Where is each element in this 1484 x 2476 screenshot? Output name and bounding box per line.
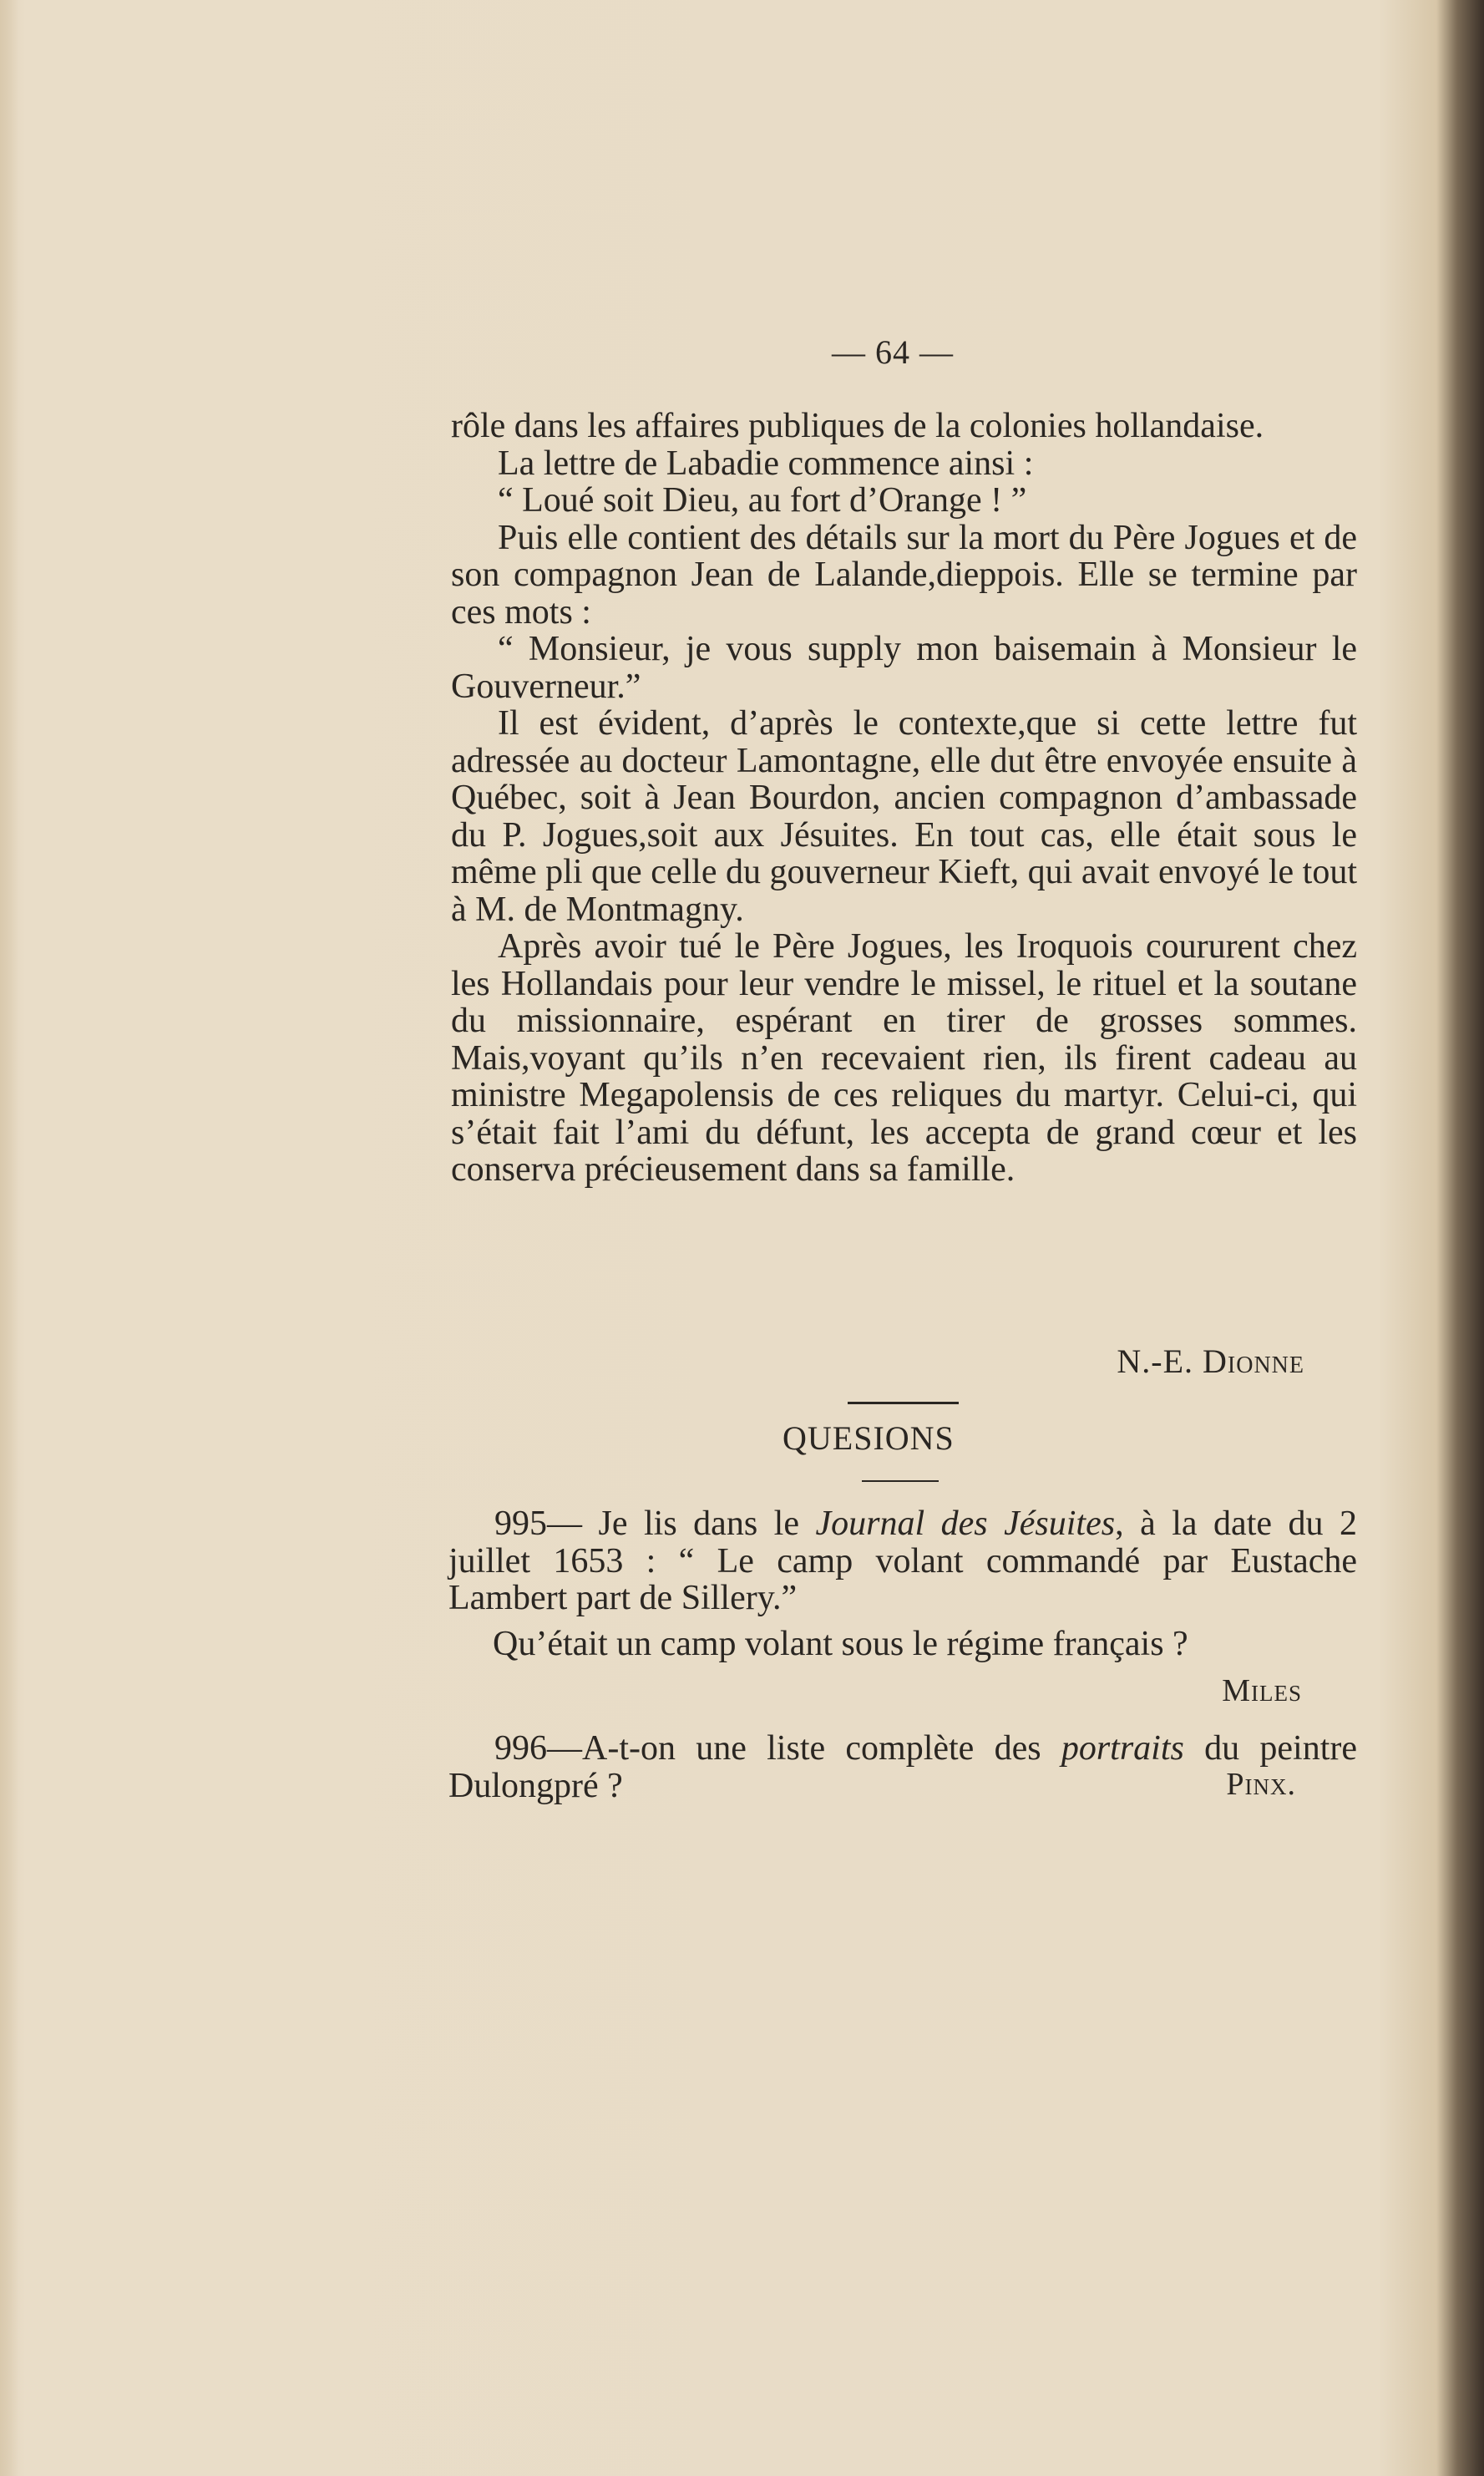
page-left-edge	[0, 0, 18, 2476]
article-paragraph: La lettre de Labadie commence ainsi :	[498, 444, 1034, 483]
question-number: 996	[494, 1729, 547, 1768]
question-text: — Je lis dans le	[547, 1504, 816, 1543]
question-995	[448, 1505, 1357, 1617]
article-paragraph: rôle dans les affaires publiques de la colonies hollandaise.	[451, 407, 1264, 445]
question-995-text	[448, 1505, 1357, 1617]
section-title-underline	[862, 1480, 939, 1482]
question-995-query: Qu’était un camp volant sous le régime français ?	[493, 1625, 1188, 1663]
article-paragraph: Il est évident, d’après le contexte,que si cette lettre fut adressée au docteur Lamontagne, elle dut être envoyée ensuite à Québec, soit à Jean Bourdon, ancien compagnon d’ambassade du P. Jogues,soit aux Jésuites. En tout cas, elle était sous le même pli que celle du gouverneur Kieft, qui avait envoyé le tout à M. de Montmagny.	[451, 704, 1357, 929]
question-996-text	[448, 1730, 1357, 1804]
question-text: —A-t-on une liste complète des	[547, 1729, 1061, 1768]
question-996-author: Pinx.	[1226, 1767, 1296, 1802]
question-italic-title: portraits	[1061, 1729, 1184, 1768]
article-paragraph: Puis elle contient des détails sur la mort du Père Jogues et de son compagnon Jean de Lalande,dieppois. Elle se termine par ces mots :	[451, 518, 1357, 632]
question-italic-title: Journal des Jésuites	[815, 1504, 1116, 1543]
question-text: , à la date du 2 juillet 1653 : “ Le camp volant commandé par Eustache Lambert part de Sillery.”	[448, 1504, 1358, 1617]
question-996	[448, 1730, 1357, 1804]
question-number: 995	[494, 1504, 547, 1543]
question-text: du peintre Dulongpré ?	[448, 1729, 1358, 1805]
section-title: QUESIONS	[783, 1419, 955, 1457]
section-divider	[848, 1402, 959, 1404]
page-number: — 64 —	[832, 333, 954, 371]
article-signature: N.-E. Dionne	[1117, 1342, 1304, 1380]
question-995-author: Miles	[1222, 1673, 1302, 1708]
article-body	[451, 408, 1357, 1189]
article-quote: “ Loué soit Dieu, au fort d’Orange ! ”	[498, 481, 1027, 520]
article-paragraph: Après avoir tué le Père Jogues, les Iroquois coururent chez les Hollandais pour leur vendre le missel, le rituel et la soutane du missionnaire, espérant en tirer de grosses sommes. Mais,voyant qu’ils n’en recevaient rien, ils firent cadeau au ministre Megapolensis de ces reliques du martyr. Celui-ci, qui s’était fait l’ami du défunt, les accepta de grand cœur et les conserva précieusement dans sa famille.	[451, 927, 1357, 1189]
article-quote: “ Monsieur, je vous supply mon baisemain à Monsieur le Gouverneur.”	[451, 630, 1357, 706]
